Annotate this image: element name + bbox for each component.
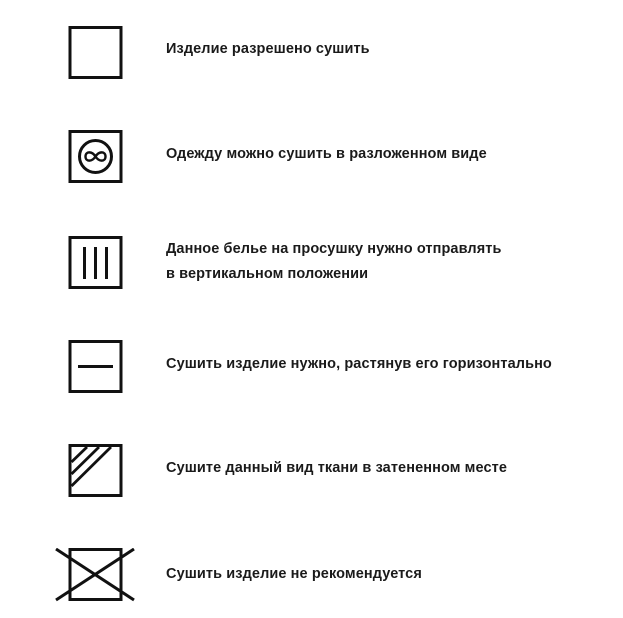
label-line: Одежду можно сушить в разложенном виде xyxy=(166,146,487,162)
square-vertical-lines-icon xyxy=(54,236,138,296)
symbol-label xyxy=(166,37,370,62)
symbol-label xyxy=(166,142,487,167)
symbol-label xyxy=(166,456,507,481)
label-line: в вертикальном положении xyxy=(166,266,369,282)
symbol-label xyxy=(166,562,422,587)
square-horizontal-line-icon xyxy=(54,340,138,400)
square-infinity-icon xyxy=(54,130,138,190)
square-icon xyxy=(54,26,138,86)
square-diagonal-lines-icon xyxy=(54,444,138,504)
symbol-label xyxy=(166,237,502,287)
label-line: Изделие разрешено сушить xyxy=(166,41,370,57)
label-line: Сушите данный вид ткани в затененном месте xyxy=(166,460,507,476)
label-line: Данное белье на просушку нужно отправлять xyxy=(166,241,502,257)
square-crossed-icon xyxy=(54,548,138,608)
label-line: Сушить изделие не рекомендуется xyxy=(166,566,422,582)
symbol-label xyxy=(166,352,552,377)
label-line: Сушить изделие нужно, растянув его горизонтально xyxy=(166,356,552,372)
